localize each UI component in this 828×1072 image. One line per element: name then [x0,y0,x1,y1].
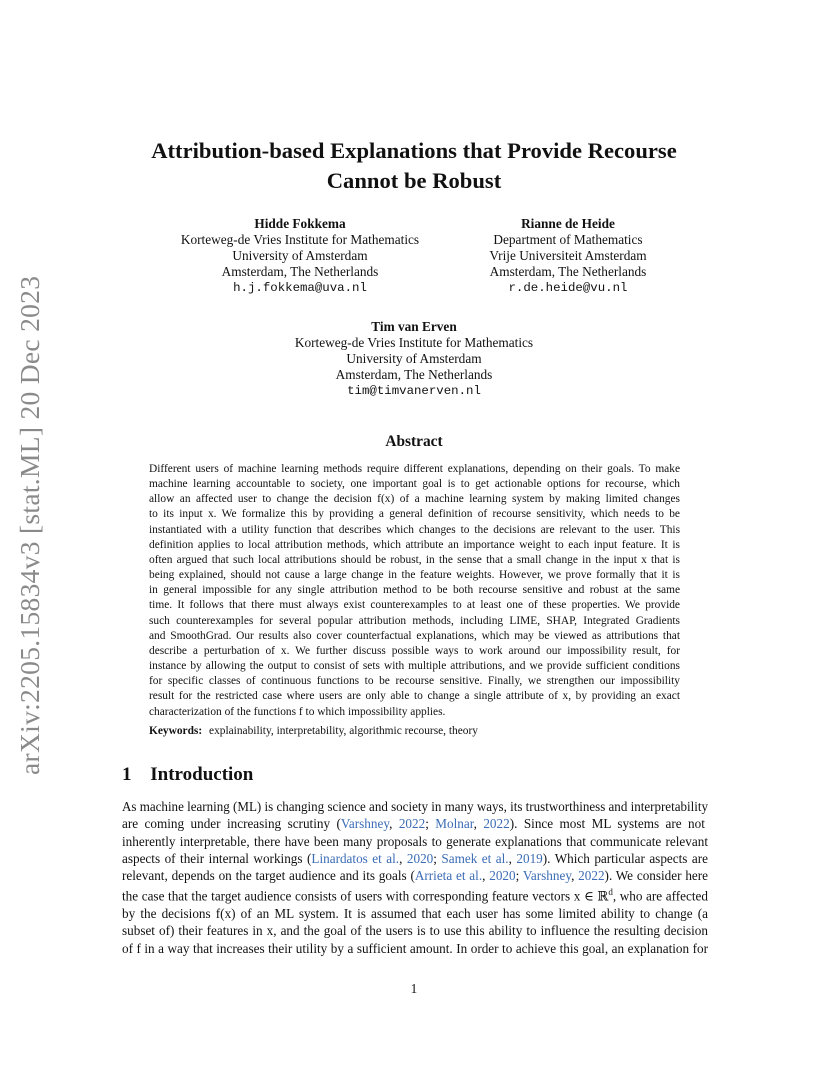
text-run: ; [425,816,436,832]
abstract-line: to its input x. We formalize this by providing a general definition of recourse sensitivity, which needs to be [149,508,680,521]
abstract-heading: Abstract [385,433,443,450]
text-run: inherently interpretable, there have been many proposals to generate explanations that communicate relevant [122,833,708,849]
title-line-2: Cannot be Robust [326,168,502,193]
abstract-body [149,462,680,720]
text-run: d [608,887,613,898]
citation-link[interactable]: 2022 [398,816,426,832]
keywords-text: explainability, interpretability, algorithmic recourse, theory [209,725,478,737]
abstract-line: in general impossible for any single attribution method to be both recourse sensitive and robust at the same [149,584,680,597]
author-affiliation: Amsterdam, The Netherlands [221,264,379,279]
abstract-line: result for the restricted case where users are only able to change a single attribute of x, by providing an exact [149,690,680,703]
author-email[interactable]: r.de.heide@vu.nl [508,281,628,295]
author-affiliation: Department of Mathematics [493,232,643,247]
text-run: As machine learning (ML) is changing science and society in many ways, its trustworthiness and interpretability [122,799,708,814]
abstract-line: time. It follows that there must always exist counterexamples to at least one of these properties. We provide [149,599,680,612]
page-number: 1 [410,981,418,996]
keywords [149,725,478,737]
citation-link[interactable]: Molnar [435,816,474,832]
section-heading-introduction [122,764,253,786]
keywords-label: Keywords: [149,725,203,737]
author-affiliation: Amsterdam, The Netherlands [489,264,647,279]
author-block-1 [150,216,450,296]
introduction-line [122,798,708,815]
author-name: Tim van Erven [371,319,457,334]
text-run: by the decisions f(x) of an ML system. It is assumed that each user has some limited ability to change (a [122,906,708,922]
introduction-line [122,922,708,939]
citation-link[interactable]: Linardatos et al. [311,850,400,866]
abstract-line: instantiated with a utility function that describes which changes to the decisions are relevant to the user. This [149,523,680,536]
text-run: of f in a way that increases their utility by a sufficient amount. In order to achieve this goal, an explanation for [122,940,708,956]
citation-link[interactable]: 2020 [489,868,516,884]
text-run: , [473,816,484,832]
text-run: are coming under increasing scrutiny ( [122,816,341,832]
abstract-line: such counterexamples for several popular attribution methods, including LIME, SHAP, Integrated Gradients [149,614,680,627]
text-run: subset of) their features in x, and the goal of the users is to use this ability to influence the resulting decision [122,923,708,939]
text-run: , [508,850,517,866]
text-run: , [482,868,490,884]
citation-link[interactable]: Varshney [522,868,572,884]
citation-link[interactable]: 2020 [406,850,434,866]
title-line-1: Attribution-based Explanations that Provide Recourse [151,138,677,163]
text-run: relevant, depends on the target audience and its goals ( [122,868,415,884]
text-run: , [399,850,407,866]
abstract-line: and SmoothGrad. Our results also cover counterfactual explanations, which may be viewed as attributions that [149,629,680,642]
introduction-line [122,850,708,867]
text-run: , who are affected [612,888,708,904]
author-name: Rianne de Heide [521,216,615,231]
section-number: 1 [122,764,132,785]
introduction-line [122,815,705,832]
abstract-line: machine learning accountable to society, one important goal is to get actionable options for recourse, which [149,478,680,491]
arxiv-identifier-stamp: arXiv:2205.15834v3 [stat.ML] 20 Dec 2023 [14,275,45,775]
abstract-line: often argued that such local attributions should be robust, in the sense that a small change in the input x that is [149,553,680,566]
author-name: Hidde Fokkema [254,216,346,231]
author-block-2 [440,216,696,296]
text-run: ; [433,850,442,866]
abstract-line: instance by allowing the output to consist of sets with multiple attributions, and we provide sufficient conditions [149,660,680,673]
citation-link[interactable]: Varshney [340,816,390,832]
citation-link[interactable]: 2022 [578,868,605,884]
citation-link[interactable]: 2022 [483,816,510,832]
abstract-line: describe a perturbation of x. We further discuss possible ways to work around our impossibility result, for [149,644,680,657]
citation-link[interactable]: Arrieta et al. [414,868,483,884]
text-run: the case that the target audience consists of users with corresponding feature vectors x ∈ ℝ [122,888,609,904]
abstract-line: allow an affected user to change the decision f(x) of a machine learning system by making limited changes [149,493,680,506]
paper-title [0,136,828,196]
abstract-line: being explained, should not cause a large change in the feature weights. However, we prove formally that it is [149,569,680,582]
abstract-line: characterization of the functions f to which impossibility applies. [149,705,446,718]
text-run: , [571,868,579,884]
introduction-line [122,833,708,850]
introduction-body [122,798,708,957]
text-run: ; [515,868,523,884]
author-block-3 [264,319,564,399]
text-run: ). Since most ML systems are not [509,816,705,832]
abstract-line: for specific classes of continuous functions to be recourse sensitive. Finally, we strengthen our impossibility [149,675,680,688]
introduction-line [122,940,708,957]
citation-link[interactable]: 2019 [516,850,543,866]
abstract-line: definition applies to local attribution methods, which attribute an importance weight to each input feature. It is [149,538,680,551]
introduction-line [122,884,708,905]
text-run: ). Which particular aspects are [542,850,708,866]
introduction-line [122,867,708,884]
author-affiliation: Vrije Universiteit Amsterdam [489,248,647,263]
author-affiliation: University of Amsterdam [232,248,368,263]
introduction-line [122,905,708,922]
citation-link[interactable]: Samek et al. [441,850,509,866]
text-run: , [389,816,399,832]
author-affiliation: University of Amsterdam [346,351,482,366]
author-affiliation: Amsterdam, The Netherlands [335,367,493,382]
author-affiliation: Korteweg-de Vries Institute for Mathematics [180,232,420,247]
author-email[interactable]: h.j.fokkema@uva.nl [233,281,367,295]
abstract-line: Different users of machine learning methods require different explanations, depending on their goals. To make [149,463,680,475]
text-run: ). We consider here [604,868,709,884]
text-run: aspects of their internal workings ( [122,850,312,866]
author-email[interactable]: tim@timvanerven.nl [347,384,481,398]
author-affiliation: Korteweg-de Vries Institute for Mathematics [294,335,534,350]
section-title: Introduction [150,764,254,785]
